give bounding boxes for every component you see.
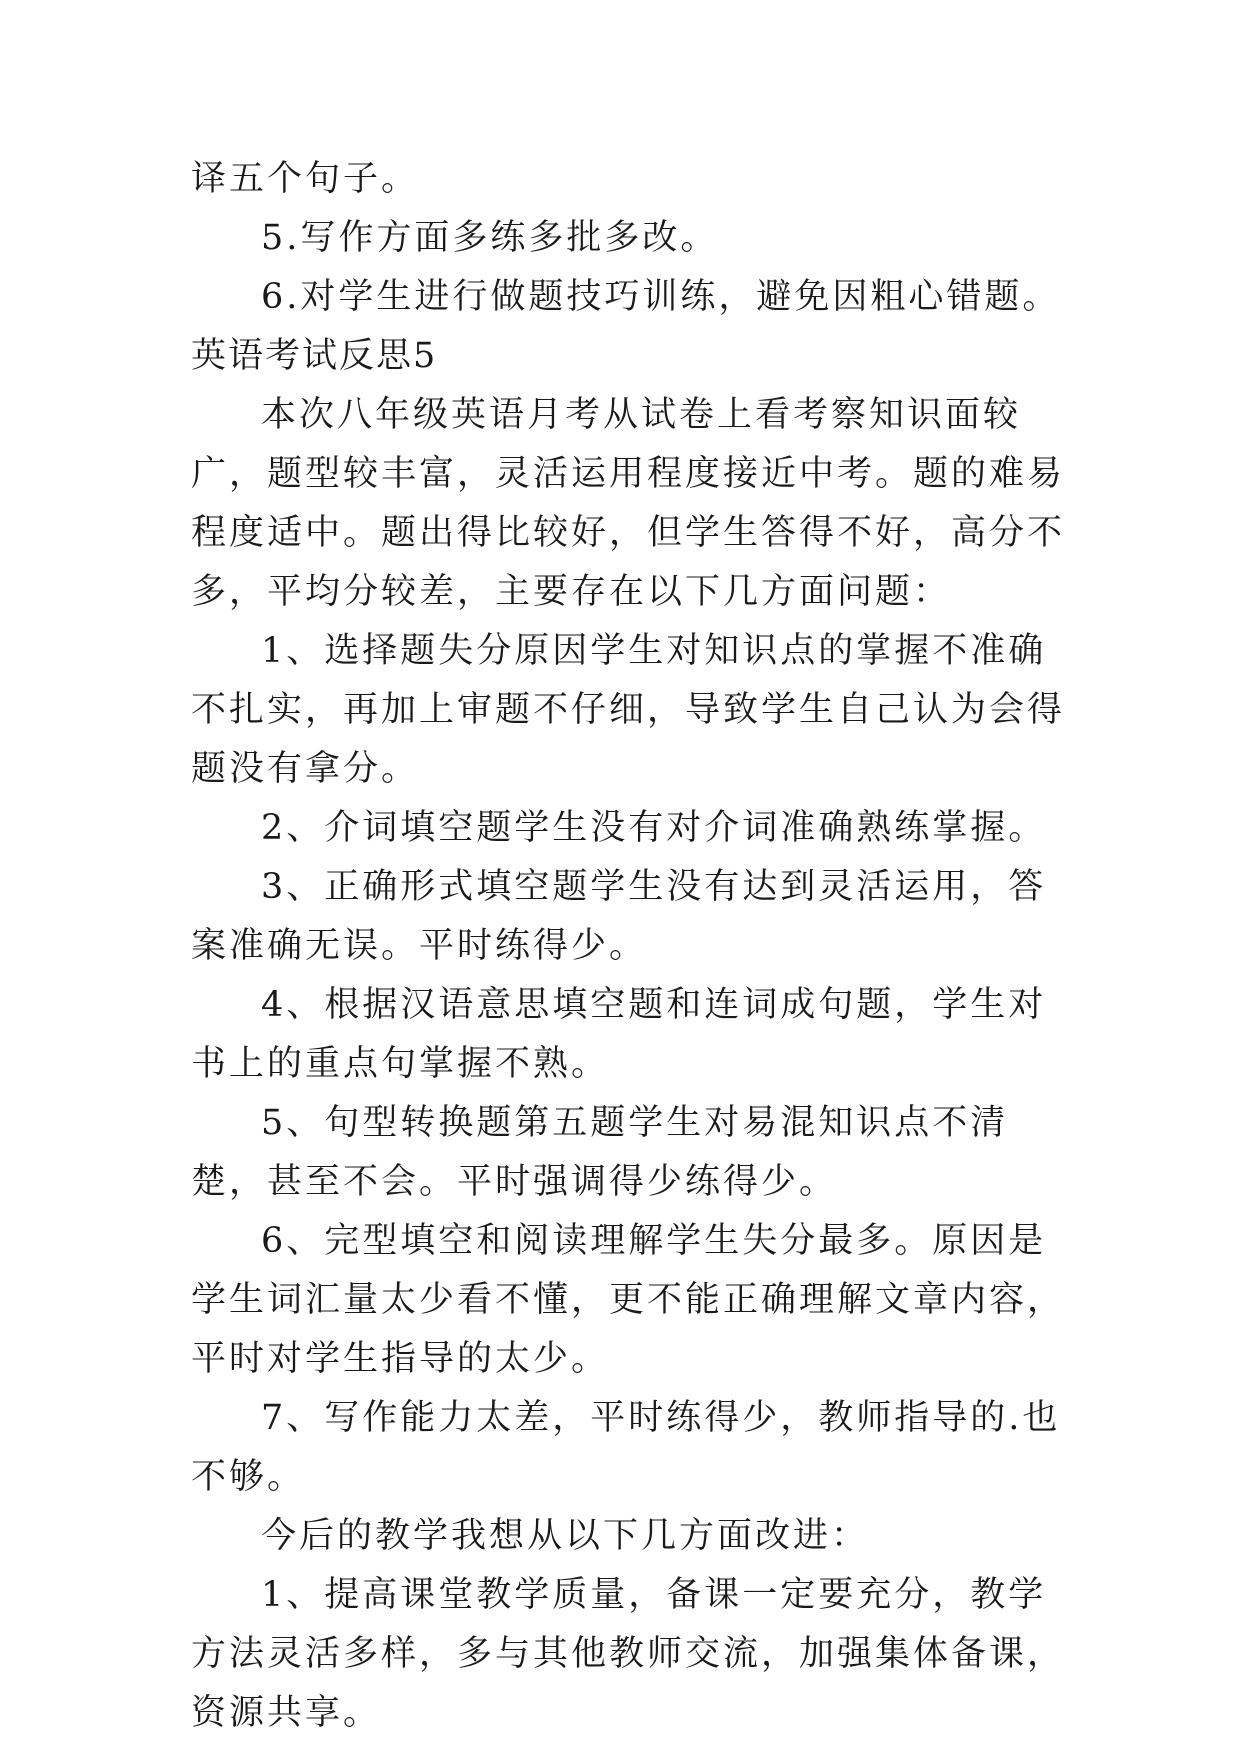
paragraph-problem-5: 5、句型转换题第五题学生对易混知识点不清楚，甚至不会。平时强调得少练得少。 — [191, 1103, 1009, 1202]
section-heading: 英语考试反思5 — [191, 336, 438, 376]
document-body — [191, 150, 1071, 1743]
paragraph-improvement-1: 1、提高课堂教学质量，备课一定要充分，教学方法灵活多样，多与其他教师交流，加强集体备课，资源共享。 — [191, 1575, 1066, 1733]
paragraph-improvement-intro: 今后的教学我想从以下几方面改进： — [261, 1516, 870, 1556]
paragraph-problem-6: 6、完型填空和阅读理解学生失分最多。原因是学生词汇量太少看不懂，更不能正确理解文章内容，平时对学生指导的太少。 — [191, 1221, 1066, 1379]
paragraph-problem-1: 1、选择题失分原因学生对知识点的掌握不准确不扎实，再加上审题不仔细，导致学生自己认为会得题没有拿分。 — [191, 631, 1066, 789]
paragraph-continuation: 译五个句子。 — [191, 159, 420, 199]
paragraph-problem-3: 3、正确形式填空题学生没有达到灵活运用，答案准确无误。平时练得少。 — [191, 867, 1047, 966]
paragraph-problem-7: 7、写作能力太差，平时练得少，教师指导的.也不够。 — [191, 1398, 1061, 1497]
paragraph-intro: 本次八年级英语月考从试卷上看考察知识面较广，题型较丰富，灵活运用程度接近中考。题的难易程度适中。题出得比较好，但学生答得不好，高分不多，平均分较差，主要存在以下几方面问题： — [191, 395, 1066, 612]
paragraph-problem-4: 4、根据汉语意思填空题和连词成句题，学生对书上的重点句掌握不熟。 — [191, 985, 1047, 1084]
paragraph-item-5: 5.写作方面多练多批多改。 — [261, 218, 719, 258]
paragraph-item-6: 6.对学生进行做题技巧训练，避免因粗心错题。 — [261, 277, 1061, 317]
paragraph-problem-2: 2、介词填空题学生没有对介词准确熟练掌握。 — [261, 808, 1047, 848]
